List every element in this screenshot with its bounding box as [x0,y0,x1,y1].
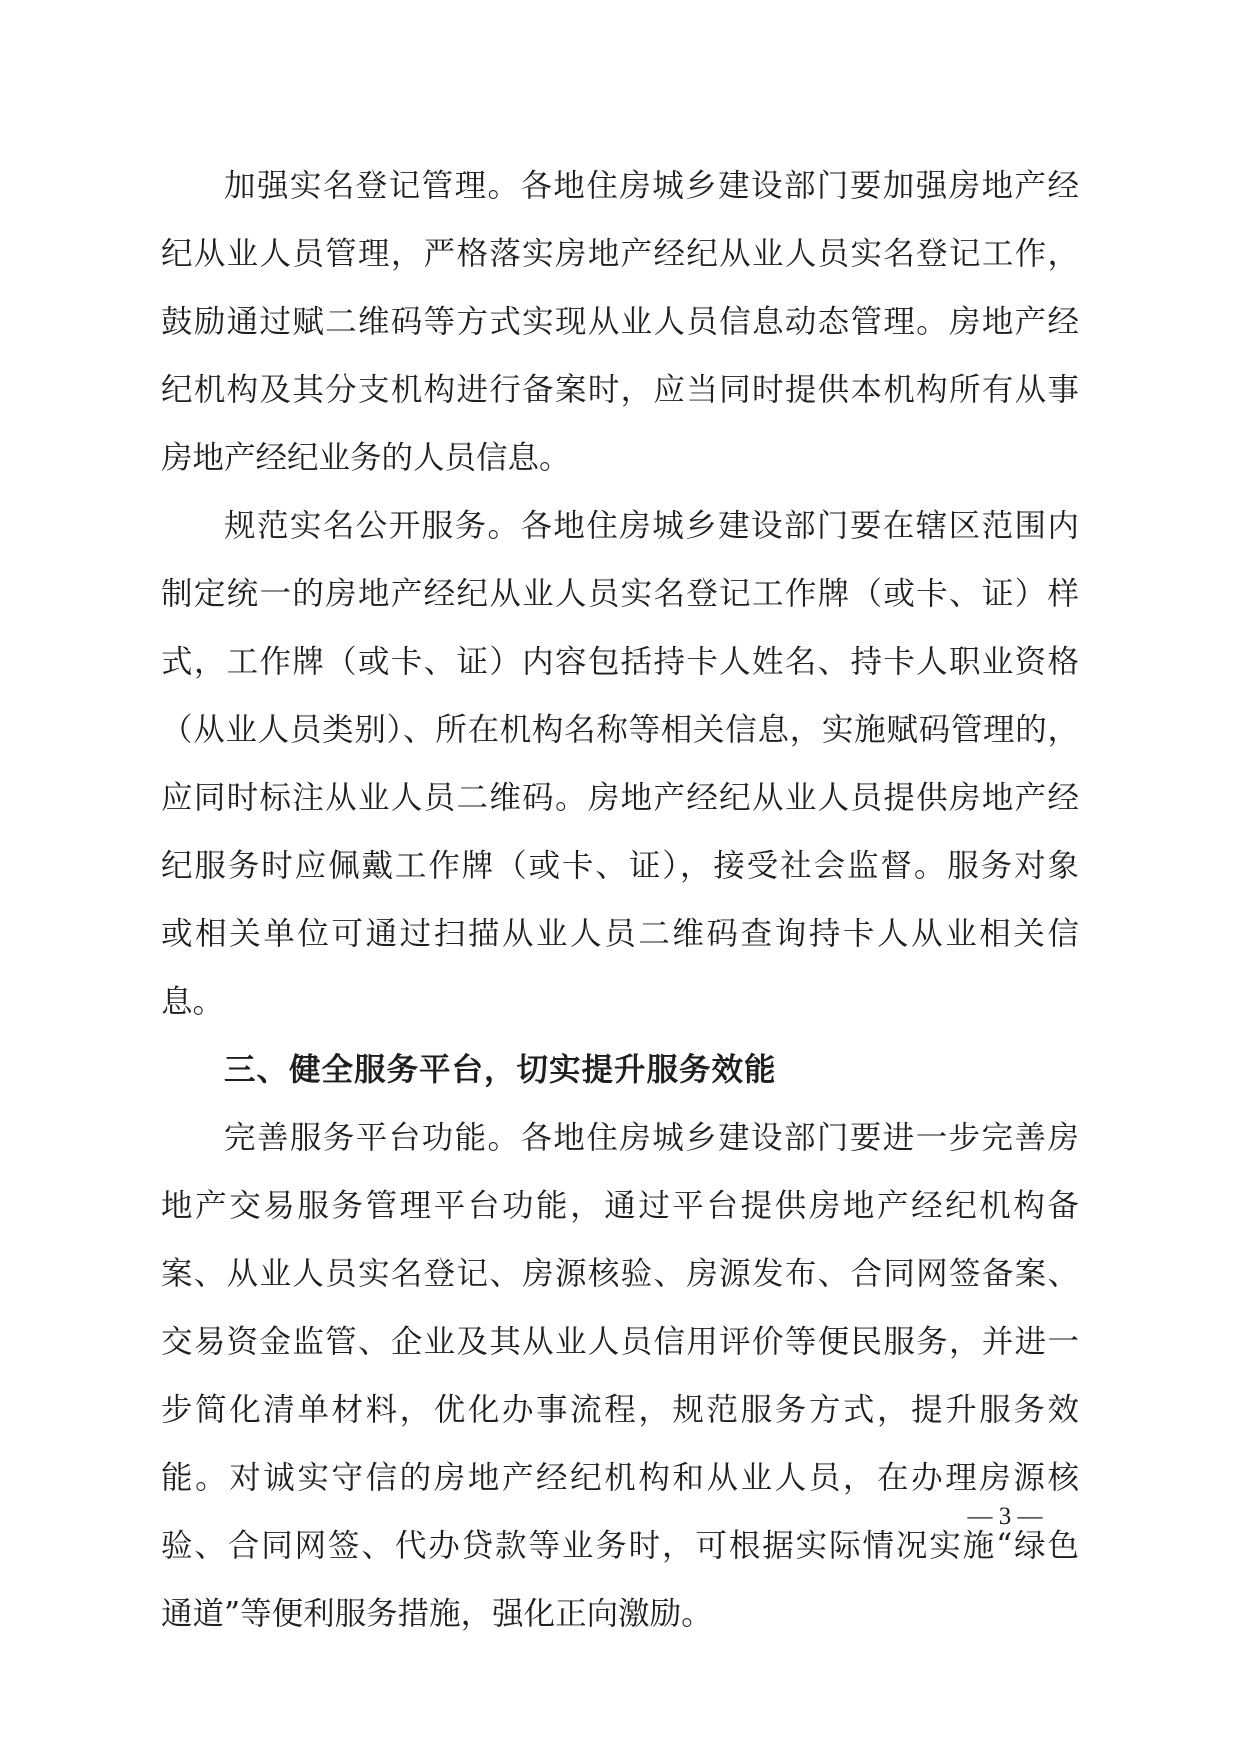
paragraph-line: 地产交易服务管理平台功能，通过平台提供房地产经纪机构备 [161,1188,1079,1224]
document-body [161,152,1079,1648]
paragraph-line: 应同时标注从业人员二维码。房地产经纪从业人员提供房地产经 [161,780,1079,816]
paragraph-line: 案、从业人员实名登记、房源核验、房源发布、合同网签备案、 [161,1256,1079,1292]
paragraph-line: 鼓励通过赋二维码等方式实现从业人员信息动态管理。房地产经 [161,304,1079,340]
paragraph-line: 房地产经纪业务的人员信息。 [161,440,571,476]
paragraph-real-name-public-service [161,492,1079,1036]
paragraph-line: 步简化清单材料，优化办事流程，规范服务方式，提升服务效 [161,1392,1079,1428]
paragraph-line: 加强实名登记管理。各地住房城乡建设部门要加强房地产经 [224,168,1079,204]
paragraph-line: 式，工作牌（或卡、证）内容包括持卡人姓名、持卡人职业资格 [161,644,1079,680]
paragraph-line: 规范实名公开服务。各地住房城乡建设部门要在辖区范围内 [224,508,1079,544]
section-heading-block [161,1036,1079,1104]
section-heading: 三、健全服务平台，切实提升服务效能 [224,1052,777,1088]
paragraph-line: 完善服务平台功能。各地住房城乡建设部门要进一步完善房 [224,1120,1079,1156]
paragraph-line: （从业人员类别）、所在机构名称等相关信息，实施赋码管理的， [161,712,1079,748]
paragraph-line: 息。 [161,984,225,1020]
paragraph-line: 制定统一的房地产经纪从业人员实名登记工作牌（或卡、证）样 [161,576,1079,612]
paragraph-line: 纪从业人员管理，严格落实房地产经纪从业人员实名登记工作， [161,236,1079,272]
paragraph-line: 能。对诚实守信的房地产经纪机构和从业人员，在办理房源核 [161,1460,1079,1496]
paragraph-real-name-registration [161,152,1079,492]
paragraph-line: 交易资金监管、企业及其从业人员信用评价等便民服务，并进一 [161,1324,1079,1360]
paragraph-service-platform [161,1104,1079,1648]
paragraph-line: 纪机构及其分支机构进行备案时，应当同时提供本机构所有从事 [161,372,1079,408]
paragraph-line: 验、合同网签、代办贷款等业务时，可根据实际情况实施“绿色 [161,1528,1079,1564]
paragraph-line: 通道”等便利服务措施，强化正向激励。 [161,1596,713,1632]
paragraph-line: 纪服务时应佩戴工作牌（或卡、证），接受社会监督。服务对象 [161,848,1079,884]
page-number: — 3 — [967,1503,1043,1530]
paragraph-line: 或相关单位可通过扫描从业人员二维码查询持卡人从业相关信 [161,916,1079,952]
